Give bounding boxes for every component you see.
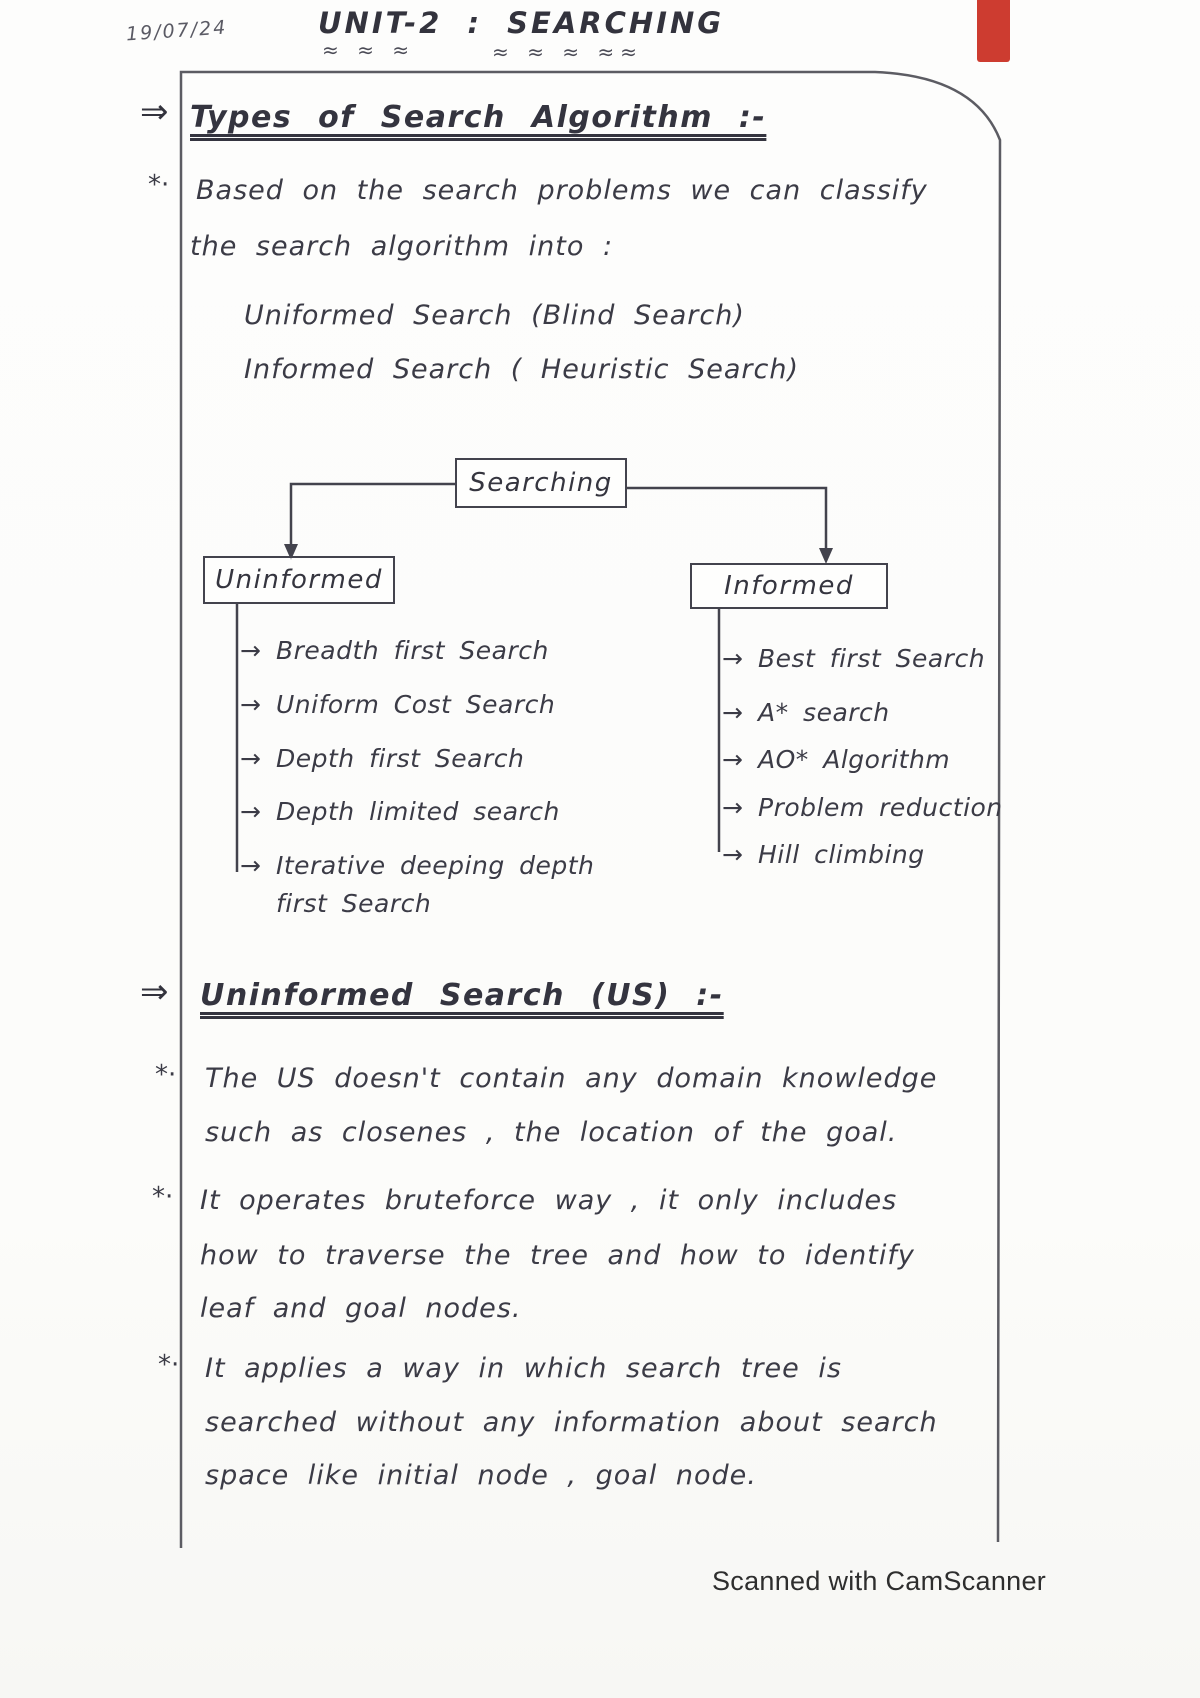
branch-arrow-icon: → xyxy=(722,840,744,869)
intro-line-2: the search algorithm into : xyxy=(190,231,614,262)
informed-item-label: Hill climbing xyxy=(758,840,925,869)
informed-item xyxy=(722,694,1022,732)
informed-item-label: Problem reduction xyxy=(758,793,1003,822)
camscanner-credit: Scanned with CamScanner xyxy=(712,1566,1047,1596)
diagram-root-box: Searching xyxy=(455,458,627,508)
title-underline-left: ≈ ≈ ≈ xyxy=(322,38,415,62)
page-date: 19/07/24 xyxy=(125,16,228,46)
uninformed-item-label: Iterative deeping depth first Search xyxy=(276,851,595,918)
note-line: The US doesn't contain any domain knowledge xyxy=(205,1063,938,1094)
branch-arrow-icon: → xyxy=(240,797,262,826)
informed-item-label: A* search xyxy=(758,698,890,727)
uninformed-item-label: Depth limited search xyxy=(276,797,560,826)
informed-item xyxy=(722,789,1022,827)
branch-arrow-icon: → xyxy=(240,851,262,880)
branch-arrow-icon: → xyxy=(722,698,744,727)
note-line: such as closenes , the location of the goal. xyxy=(205,1117,898,1148)
diagram-uninformed-box: Uninformed xyxy=(203,556,395,604)
bullet-icon: *· xyxy=(158,1350,180,1380)
arrowhead-right xyxy=(819,548,833,564)
uninformed-item xyxy=(240,793,600,831)
note-line: how to traverse the tree and how to identify xyxy=(200,1240,915,1271)
branch-arrow-icon: → xyxy=(722,745,744,774)
section1-arrow-icon: ⇒ xyxy=(140,92,169,132)
section1-heading: Types of Search Algorithm :- xyxy=(190,100,767,135)
uninformed-item-label: Uniform Cost Search xyxy=(276,690,556,719)
section2-heading: Uninformed Search (US) :- xyxy=(200,978,724,1013)
branch-arrow-icon: → xyxy=(240,636,262,665)
bullet-icon: *· xyxy=(155,1060,177,1090)
connector-right xyxy=(627,488,826,550)
branch-arrow-icon: → xyxy=(240,690,262,719)
title-underline-right: ≈ ≈ ≈ ≈≈ xyxy=(492,40,643,64)
note-line: It applies a way in which search tree is xyxy=(205,1353,842,1384)
note-line: searched without any information about search xyxy=(205,1407,938,1438)
informed-item-label: Best first Search xyxy=(758,644,986,673)
informed-item-label: AO* Algorithm xyxy=(758,745,951,774)
red-corner-tab xyxy=(977,0,1010,62)
search-type-item-2: Informed Search ( Heuristic Search) xyxy=(244,354,799,385)
note-line: It operates bruteforce way , it only includes xyxy=(200,1185,898,1216)
bullet-icon: *· xyxy=(148,170,170,200)
branch-arrow-icon: → xyxy=(722,644,744,673)
diagram-informed-box: Informed xyxy=(690,563,888,609)
uninformed-item xyxy=(240,686,600,724)
note-line: space like initial node , goal node. xyxy=(205,1460,757,1491)
search-type-item-1: Uniformed Search (Blind Search) xyxy=(244,300,745,331)
uninformed-item-label: Depth first Search xyxy=(276,744,525,773)
informed-item xyxy=(722,741,1022,779)
uninformed-item xyxy=(240,847,610,922)
informed-item xyxy=(722,640,1022,678)
intro-line-1: Based on the search problems we can classify xyxy=(196,175,928,206)
uninformed-item xyxy=(240,740,580,778)
uninformed-item xyxy=(240,632,580,670)
branch-arrow-icon: → xyxy=(240,744,262,773)
informed-item xyxy=(722,836,1022,874)
uninformed-item-label: Breadth first Search xyxy=(276,636,549,665)
note-line: leaf and goal nodes. xyxy=(200,1293,522,1324)
bullet-icon: *· xyxy=(152,1182,174,1212)
section2-arrow-icon: ⇒ xyxy=(140,972,169,1012)
page-title: UNIT-2 : SEARCHING xyxy=(318,6,725,40)
connector-left xyxy=(291,484,455,546)
branch-arrow-icon: → xyxy=(722,793,744,822)
